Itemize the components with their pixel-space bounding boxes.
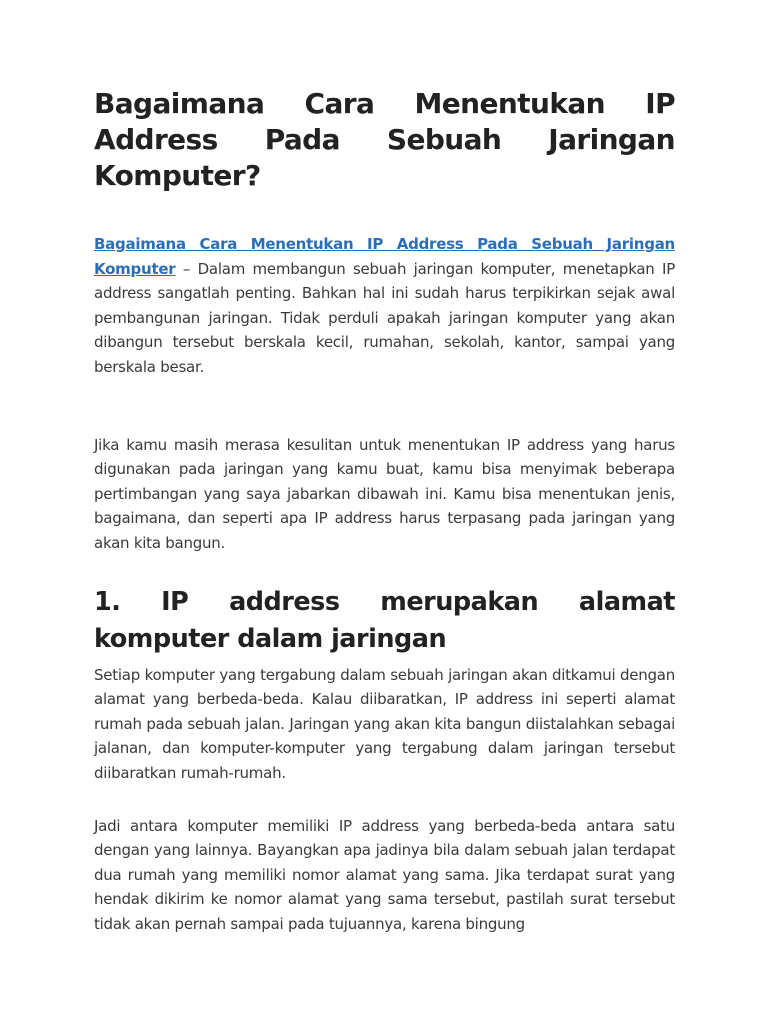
page-title: Bagaimana Cara Menentukan IP Address Pada Sebuah Jaringan Komputer? [94, 87, 675, 192]
section-1-heading: 1. IP address merupakan alamat komputer dalam jaringan [94, 586, 675, 654]
section-1-paragraph-1: Setiap komputer yang tergabung dalam sebuah jaringan akan ditkamui dengan alamat yang berbeda-beda. Kalau diibaratkan, IP address ini seperti alamat rumah pada sebuah jalan. Jaringan yang akan kita bangun diistalahkan sebagai jalanan, dan komputer-komputer yang tergabung dalam jaringan tersebut diibaratkan rumah-rumah. [94, 665, 675, 782]
document-page [94, 86, 675, 936]
intro-paragraph [94, 232, 675, 380]
intro-text: – Dalam membangun sebuah jaringan komputer, menetapkan IP address sangatlah penting. Bahkan hal ini sudah harus terpikirkan sejak awal pembangunan jaringan. Tidak perduli apakah jaringan komputer yang akan dibangun tersebut berskala kecil, rumahan, sekolah, kantor, sampai yang berskala besar. [94, 259, 675, 376]
intro-title-link[interactable]: Bagaimana Cara Menentukan IP Address Pada Sebuah Jaringan Komputer [94, 235, 675, 278]
section-1-paragraph-2: Jadi antara komputer memiliki IP address yang berbeda-beda antara satu dengan yang lainnya. Bayangkan apa jadinya bila dalam sebuah jalan terdapat dua rumah yang memiliki nomor alamat yang sama. Jika terdapat surat yang hendak dikirim ke nomor alamat yang sama tersebut, pastilah surat tersebut tidak akan pernah sampai pada tujuannya, karena bingung [94, 816, 675, 933]
paragraph-2: Jika kamu masih merasa kesulitan untuk menentukan IP address yang harus digunakan pada jaringan yang kamu buat, kamu bisa menyimak beberapa pertimbangan yang saya jabarkan dibawah ini. Kamu bisa menentukan jenis, bagaimana, dan seperti apa IP address harus terpasang pada jaringan yang akan kita bangun. [94, 435, 675, 552]
